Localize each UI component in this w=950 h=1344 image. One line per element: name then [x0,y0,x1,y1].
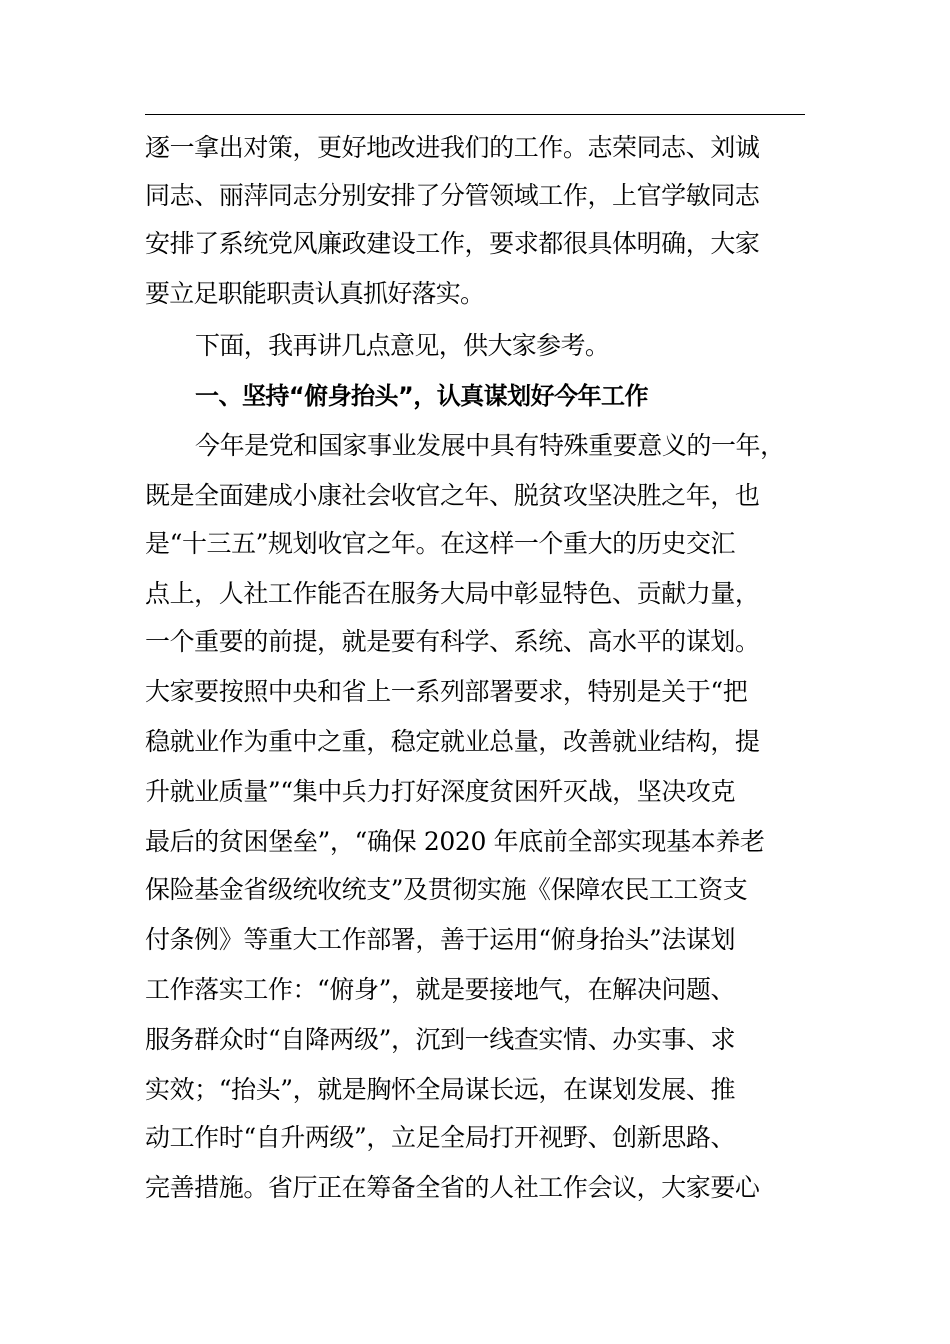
text-line: 付条例》等重大工作部署，善于运用“俯身抬头”法谋划 [145,925,736,954]
text-line: 实效；“抬头”，就是胸怀全局谋长远，在谋划发展、推 [145,1075,736,1104]
text-line: 保险基金省级统收统支”及贯彻实施《保障农民工工资支 [145,875,748,904]
text-line: 工作落实工作：“俯身”，就是要接地气，在解决问题、 [145,975,736,1004]
text-line: 是“十三五”规划收官之年。在这样一个重大的历史交汇 [145,529,736,558]
text-line: 服务群众时“自降两级”，沉到一线查实情、办实事、求 [145,1025,736,1054]
text-line: 最后的贫困堡垒”，“确保 2020 年底前全部实现基本养老 [145,827,765,856]
text-line: 下面，我再讲几点意见，供大家参考。 [195,331,610,360]
text-line: 要立足职能职责认真抓好落实。 [145,279,485,308]
text-line: 稳就业作为重中之重，稳定就业总量，改善就业结构，提 [145,727,760,756]
section-heading: 一、坚持“俯身抬头”，认真谋划好今年工作 [195,382,648,410]
text-line: 今年是党和国家事业发展中具有特殊重要意义的一年， [195,431,785,460]
text-line: 同志、丽萍同志分别安排了分管领域工作，上官学敏同志 [145,181,760,210]
text-line: 安排了系统党风廉政建设工作，要求都很具体明确，大家 [145,229,760,258]
text-line: 完善措施。省厅正在筹备全省的人社工作会议，大家要心 [145,1173,760,1202]
text-line: 一个重要的前提，就是要有科学、系统、高水平的谋划。 [145,627,760,656]
header-rule [145,114,805,115]
text-line: 大家要按照中央和省上一系列部署要求，特别是关于“把 [145,677,748,706]
text-line: 升就业质量”“集中兵力打好深度贫困歼灭战，坚决攻克 [145,777,736,806]
text-line: 逐一拿出对策，更好地改进我们的工作。志荣同志、刘诚 [145,133,760,162]
text-line: 既是全面建成小康社会收官之年、脱贫攻坚决胜之年，也 [145,481,760,510]
text-line: 点上，人社工作能否在服务大局中彰显特色、贡献力量， [145,579,760,608]
text-line: 动工作时“自升两级”，立足全局打开视野、创新思路、 [145,1123,736,1152]
